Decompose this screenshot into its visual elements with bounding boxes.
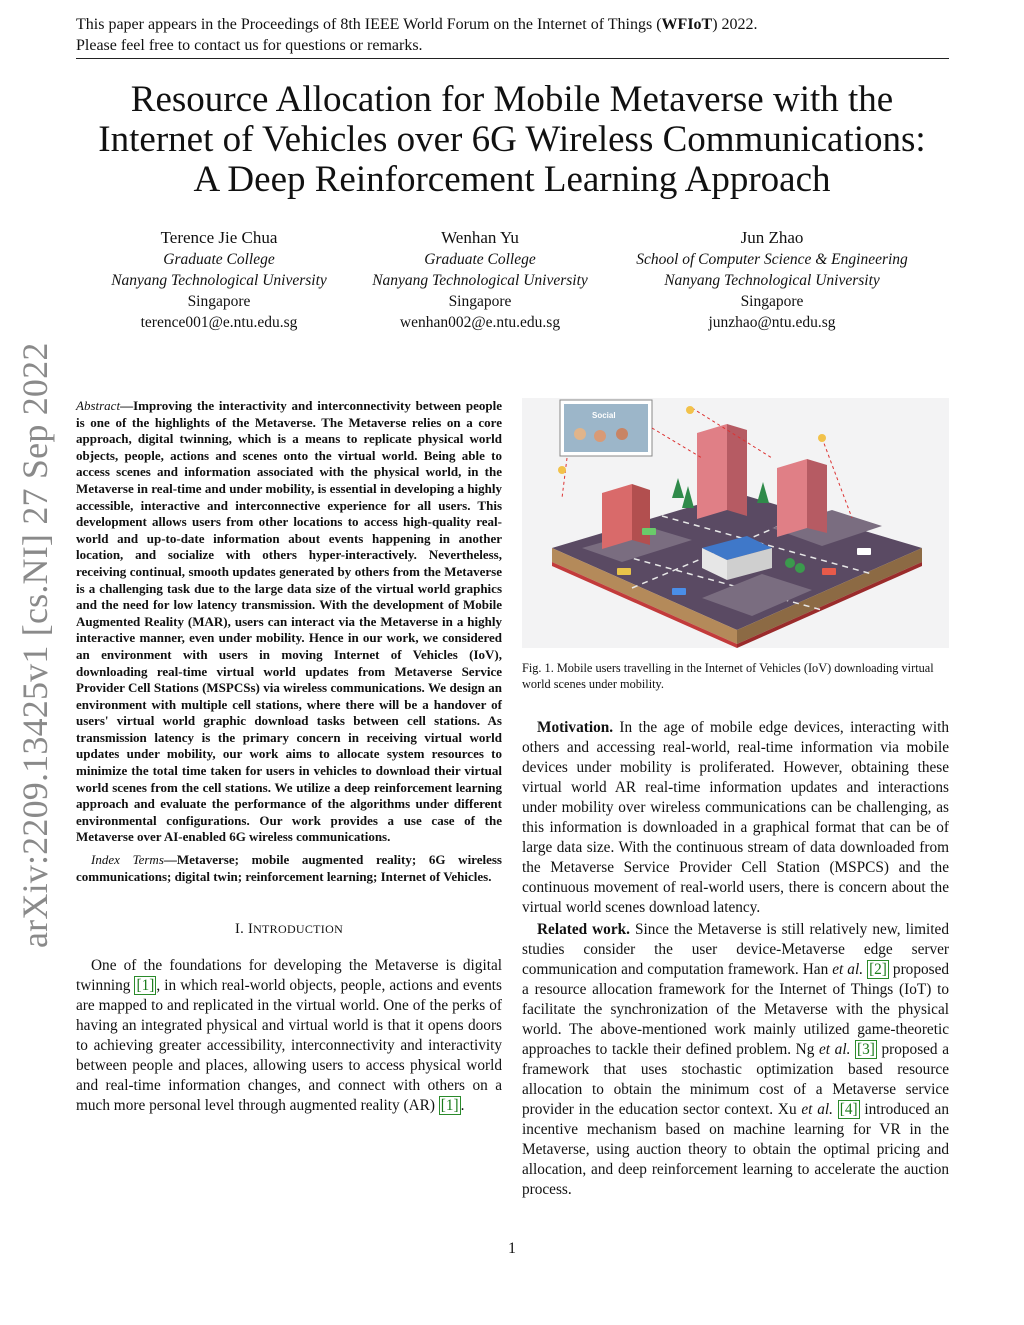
smart-city-iov-illustration	[522, 398, 949, 648]
tree	[672, 478, 684, 498]
notice-line2: Please feel free to contact us for questions or remarks.	[76, 37, 423, 54]
et-al: et al.	[819, 1041, 851, 1058]
related-text-4: introduced an incentive mechanism based on machine learning for VR in the Metaverse, using auction theory to obtain the optimal pricing and allocation, and deep reinforcement learning to accelerate the auction process.	[522, 1101, 949, 1198]
avatar	[594, 430, 606, 442]
abstract-text: —Improving the interactivity and interconnectivity between people is one of the highlights of the Metaverse. The Metaverse relies on a core approach, digital twinning, which is a means to replicate physical world objects, people, actions and scenes onto the virtual world. Being able to access scenes and information associated with the physical world, in the Metaverse in real-time and under mobility, is essential in developing a highly accessible, interactive and interconnective experience for all users. This development allows users from other locations to access high-quality real-world and up-to-date information about events happening in another location, and socialize with others hyper-interactively. Nevertheless, receiving continual, smooth updates generated by others from the Metaverse is a challenging task due to the large data size of the virtual world graphics and the need for low latency transmission. With the development of Mobile Augmented Reality (MAR), users can interact via the Metaverse in a highly interactive manner, even under mobility. Hence in our work, we considered an environment with users in moving Internet of Vehicles (IoV), downloading real-time virtual world updates from Metaverse Service Provider Cell Stations (MSPCSs) via wireless communications. We design an environment with multiple cell stations, where there will be a handover of users' virtual world graphic download tasks between cell stations. As transmission latency is the primary concern in receiving virtual world updates under mobility, our work aims to allocate system resources to minimize the total time taken for users in vehicles to download their virtual world scenes from the cell stations. We utilize a deep reinforcement learning approach and evaluate the performance of the algorithms under different environmental configurations. Our work provides a use case of the Metaverse over AI-enabled 6G wireless communications.	[76, 398, 502, 845]
abstract-label: Abstract	[76, 398, 121, 413]
right-column	[522, 398, 949, 1200]
tree	[682, 486, 694, 508]
notice-line1-post: ) 2022.	[712, 16, 758, 33]
author-country: Singapore	[187, 293, 251, 310]
index-terms-label: Index Terms	[91, 852, 164, 868]
citation-link[interactable]: [1]	[440, 1097, 459, 1115]
user-icon	[558, 466, 566, 474]
index-terms	[76, 852, 502, 885]
section-numeral: I.	[234, 921, 248, 938]
vehicle	[822, 568, 836, 575]
building	[807, 459, 827, 533]
author-univ: Nanyang Technological University	[372, 272, 588, 289]
figure-1-caption: Fig. 1. Mobile users travelling in the Internet of Vehicles (IoV) downloading virtual world scenes under mobility.	[522, 661, 934, 691]
citation-link[interactable]: [3]	[857, 1041, 875, 1058]
vehicle	[857, 548, 871, 555]
author-univ: Nanyang Technological University	[111, 272, 327, 289]
arxiv-stamp: arXiv:2209.13425v1 [cs.NI] 27 Sep 2022	[15, 342, 55, 948]
tower-building	[697, 424, 727, 519]
citation-link[interactable]: [2]	[869, 961, 887, 978]
tree	[785, 558, 795, 568]
notice-line1-pre: This paper appears in the Proceedings of 8th IEEE World Forum on the Internet of Things (	[76, 16, 662, 33]
author-block-1	[86, 228, 352, 333]
building	[602, 484, 632, 549]
author-dept: Graduate College	[424, 251, 536, 268]
author-name: Wenhan Yu	[441, 228, 519, 247]
title-line-2: Internet of Vehicles over 6G Wireless Communications:	[98, 119, 926, 160]
related-text-2: proposed a resource allocation framework for the Internet of Things (IoT) to facilitate the synchronization of the Metaverse with the physical world. The above-mentioned work mainly utilized game-theoretic approaches to tackle their defined problem. Ng	[522, 961, 950, 1058]
motivation-paragraph	[522, 718, 949, 918]
building	[632, 484, 650, 545]
author-dept: Graduate College	[163, 251, 275, 268]
author-country: Singapore	[740, 293, 804, 310]
et-al: et al.	[801, 1101, 833, 1118]
intro-text-3: .	[460, 1097, 465, 1115]
vehicle	[617, 568, 631, 575]
tree	[757, 482, 769, 503]
tower-building	[727, 424, 747, 516]
motivation-text: In the age of mobile edge devices, interacting with others and accessing real-world, real-time information via mobile devices under mobility is proliferated. However, obtaining these virtual world AR real-time information updates and interactions under mobility over wireless communications can be challenging, as this information is downloaded in a graphical format that can be of large data size. With the continuous stream of data downloaded from the Metaverse Service Provider Cell Station (MSPCS) and the continuous movement of real-world users, there is concern about the virtual world scenes download latency.	[522, 719, 949, 916]
notice-venue: WFIoT	[661, 16, 713, 33]
figure-1-illustration	[522, 398, 949, 648]
motivation-heading: Motivation.	[537, 719, 614, 736]
signal-link	[652, 428, 702, 458]
section-title-first: I	[247, 921, 254, 938]
et-al: et al.	[832, 961, 864, 978]
user-icon	[686, 406, 694, 414]
abstract	[76, 398, 502, 846]
author-email: wenhan002@e.ntu.edu.sg	[399, 314, 561, 331]
section-title-rest: NTRODUCTION	[253, 922, 344, 937]
author-name: Jun Zhao	[740, 228, 804, 247]
related-heading: Related work.	[537, 921, 630, 938]
intro-text-2: , in which real-world objects, people, actions and events are mapped to and replicated in the virtual world. One of the perks of having an integrated physical and virtual world is that it opens doors to achieving greater accessibility, interconnectivity and interactivity between people and places, allowing users to access physical world and real-time information changes, and connect with others on a much more personal level through augmented reality (AR)	[76, 977, 502, 1115]
left-column	[76, 398, 502, 1116]
author-email: terence001@e.ntu.edu.sg	[140, 314, 298, 331]
title-line-1: Resource Allocation for Mobile Metaverse with the	[130, 79, 894, 120]
avatar	[616, 428, 628, 440]
author-univ: Nanyang Technological University	[664, 272, 880, 289]
paper-title	[60, 80, 964, 200]
citation-link[interactable]: [1]	[136, 977, 155, 995]
author-block-2	[358, 228, 602, 333]
header-rule	[76, 58, 949, 59]
social-label: Social	[592, 411, 616, 420]
related-work-paragraph	[522, 920, 949, 1200]
author-dept: School of Computer Science & Engineering	[636, 251, 908, 268]
related-text-3: proposed a framework that uses stochastic optimization based resource allocation to obtain the minimum cost of a Metaverse service provider in the education sector context. Xu	[522, 1041, 949, 1118]
page-number: 1	[508, 1240, 516, 1257]
intro-text-1: One of the foundations for developing the Metaverse is digital twinning	[76, 957, 502, 995]
user-icon	[818, 434, 826, 442]
proceedings-notice	[76, 14, 949, 56]
author-name: Terence Jie Chua	[160, 228, 278, 247]
tree	[795, 563, 805, 573]
signal-link	[562, 458, 567, 498]
building	[777, 459, 807, 537]
vehicle	[672, 588, 686, 595]
intro-paragraph	[76, 956, 502, 1116]
vehicle	[642, 528, 656, 535]
citation-link[interactable]: [4]	[839, 1101, 858, 1118]
index-terms-text: —Metaverse; mobile augmented reality; 6G wireless communications; digital twin; reinforcement learning; Internet of Vehicles.	[76, 852, 502, 884]
title-line-3: A Deep Reinforcement Learning Approach	[193, 159, 831, 200]
author-country: Singapore	[448, 293, 512, 310]
related-text-1: Since the Metaverse is still relatively new, limited studies consider the user device-Metaverse edge server communication and computation framework. Han	[522, 921, 949, 978]
author-block-3	[612, 228, 932, 333]
section-heading	[76, 921, 502, 938]
author-email: junzhao@ntu.edu.sg	[708, 314, 836, 331]
avatar	[574, 428, 586, 440]
